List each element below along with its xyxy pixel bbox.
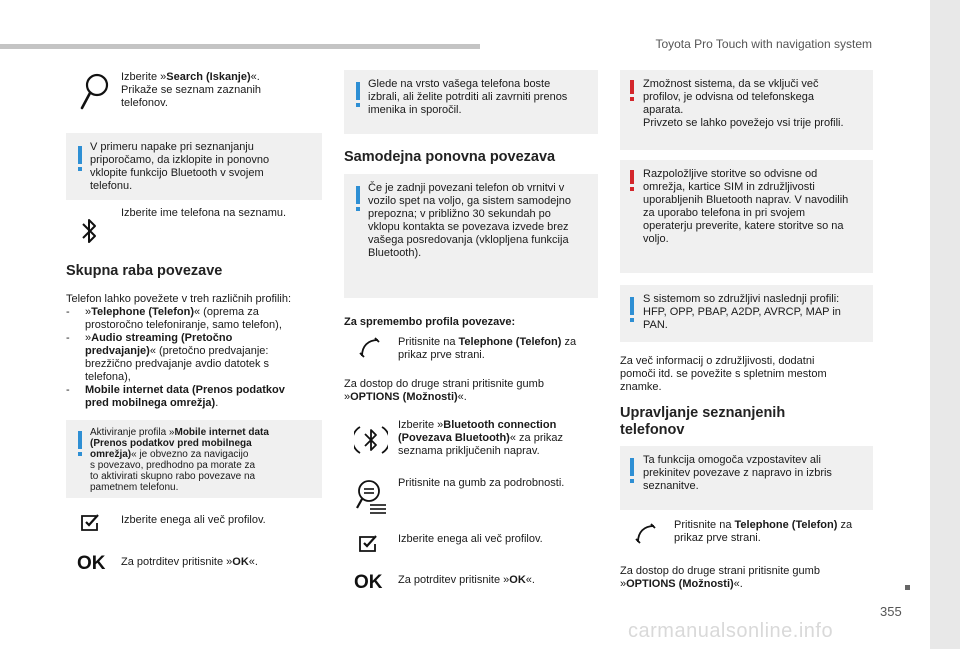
tip-compatible-profiles-text: S sistemom so združljivi naslednji profili: HFP, OPP, PBAP, A2DP, AVRCP, MAP in PAN. xyxy=(643,293,841,331)
select-profiles-instruction: Izberite enega ali več profilov. xyxy=(398,533,543,545)
page-header-title: Toyota Pro Touch with navigation system xyxy=(655,37,872,51)
ok-icon: OK xyxy=(77,553,106,574)
tip-icon xyxy=(78,146,82,164)
profiles-list: - »Telephone (Telefon)« (oprema za prostoročno telefoniranje, samo telefon), - »Audio streaming (Pretočno predvajanje)« (pretočno predvajanje: brezžično predvajanje avdio datotek s telefona), - Mobile internet data (Prenos podatkov pred mobilnega omrežja). xyxy=(66,306,285,409)
details-list-icon xyxy=(356,478,388,516)
ok-instruction: Za potrditev pritisnite »OK«. xyxy=(398,574,535,586)
bluetooth-connection-instruction: Izberite »Bluetooth connection (Povezava Bluetooth)« za prikaz seznama priključenih naprav. xyxy=(398,419,564,457)
press-telephone-instruction: Pritisnite na Telephone (Telefon) za prikaz prve strani. xyxy=(674,519,853,544)
ok-icon: OK xyxy=(354,572,383,593)
tip-phonebook-text: Glede na vrsto vašega telefona boste izbrali, ali želite potrditi ali zavrniti prenos imenika in sporočil. xyxy=(368,78,568,116)
tip-mobile-data-text: Aktiviranje profila »Mobile internet data (Prenos podatkov pred mobilnega omrežja)« je obvezno za navigacijo s povezavo, predhodno pa morate za to aktivirati skupno rabo povezave na pametnem telefonu. xyxy=(90,427,269,493)
warning-icon xyxy=(630,80,634,94)
details-instruction: Pritisnite na gumb za podrobnosti. xyxy=(398,477,565,489)
profiles-intro: Telefon lahko povežete v treh različnih profilih: xyxy=(66,293,292,305)
tip-icon xyxy=(356,186,360,204)
section-heading-auto-reconnect: Samodejna ponovna povezava xyxy=(344,149,556,165)
select-profiles-instruction: Izberite enega ali več profilov. xyxy=(121,514,266,526)
bluetooth-circle-icon xyxy=(354,420,388,460)
tip-icon xyxy=(356,82,360,100)
second-page-instruction: Za dostop do druge strani pritisnite gumb »OPTIONS (Možnosti)«. xyxy=(620,565,820,590)
search-instruction: Izberite »Search (Iskanje)«. Prikaže se seznam zaznanih telefonov. xyxy=(121,71,262,109)
right-sidebar xyxy=(930,0,960,649)
profile-change-subheading: Za spremembo profila povezave: xyxy=(344,316,516,328)
section-heading-sharing: Skupna raba povezave xyxy=(66,263,223,279)
checkbox-icon xyxy=(80,513,100,533)
second-page-instruction: Za dostop do druge strani pritisnite gumb »OPTIONS (Možnosti)«. xyxy=(344,378,544,403)
phone-icon xyxy=(634,522,658,546)
tip-icon xyxy=(78,431,82,449)
warning-icon xyxy=(630,170,634,184)
warning-services-text: Razpoložljive storitve so odvisne od omrežja, kartice SIM in združljivosti uporabljenih Bluetooth naprav. V navodilih za uporabo telefona in pri svojem operaterju preverite, katere storitve so na voljo. xyxy=(643,168,849,245)
tip-icon xyxy=(630,458,634,476)
section-heading-manage-paired: Upravljanje seznanjenih telefonov xyxy=(620,405,786,438)
checkbox-icon xyxy=(358,534,378,554)
select-phone-instruction: Izberite ime telefona na seznamu. xyxy=(121,207,287,219)
compatibility-info: Za več informacij o združljivosti, dodatni pomoči itd. se povežite s spletnim mestom znamke. xyxy=(620,355,827,393)
tip-auto-reconnect-text: Če je zadnji povezani telefon ob vrnitvi v vozilo spet na voljo, ga sistem samodejno prepozna; v približno 30 sekundah po vklopu kontakta se povezava izvede brez vašega posredovanja (vklopljena funkcija Bluetooth). xyxy=(368,182,571,259)
warning-profiles-text: Zmožnost sistema, da se vključi več profilov, je odvisna od telefonskega aparata. Privzeto se lahko povežejo vsi trije profili. xyxy=(643,78,844,129)
ok-instruction: Za potrditev pritisnite »OK«. xyxy=(121,556,258,568)
tip-manage-text: Ta funkcija omogoča vzpostavitev ali prekinitev povezave z napravo in izbris seznanitve. xyxy=(643,454,832,492)
header-rule xyxy=(0,44,480,49)
page-marker xyxy=(905,585,910,590)
watermark: carmanualsonline.info xyxy=(628,620,834,642)
bluetooth-icon xyxy=(80,217,98,245)
search-icon xyxy=(80,72,110,112)
phone-icon xyxy=(358,336,382,360)
tip-icon xyxy=(630,297,634,315)
press-telephone-instruction: Pritisnite na Telephone (Telefon) za prikaz prve strani. xyxy=(398,336,577,361)
page-number: 355 xyxy=(880,604,902,619)
tip-pairing-error-text: V primeru napake pri seznanjanju priporočamo, da izklopite in ponovno vklopite funkcijo Bluetooth v svojem telefonu. xyxy=(90,141,270,192)
